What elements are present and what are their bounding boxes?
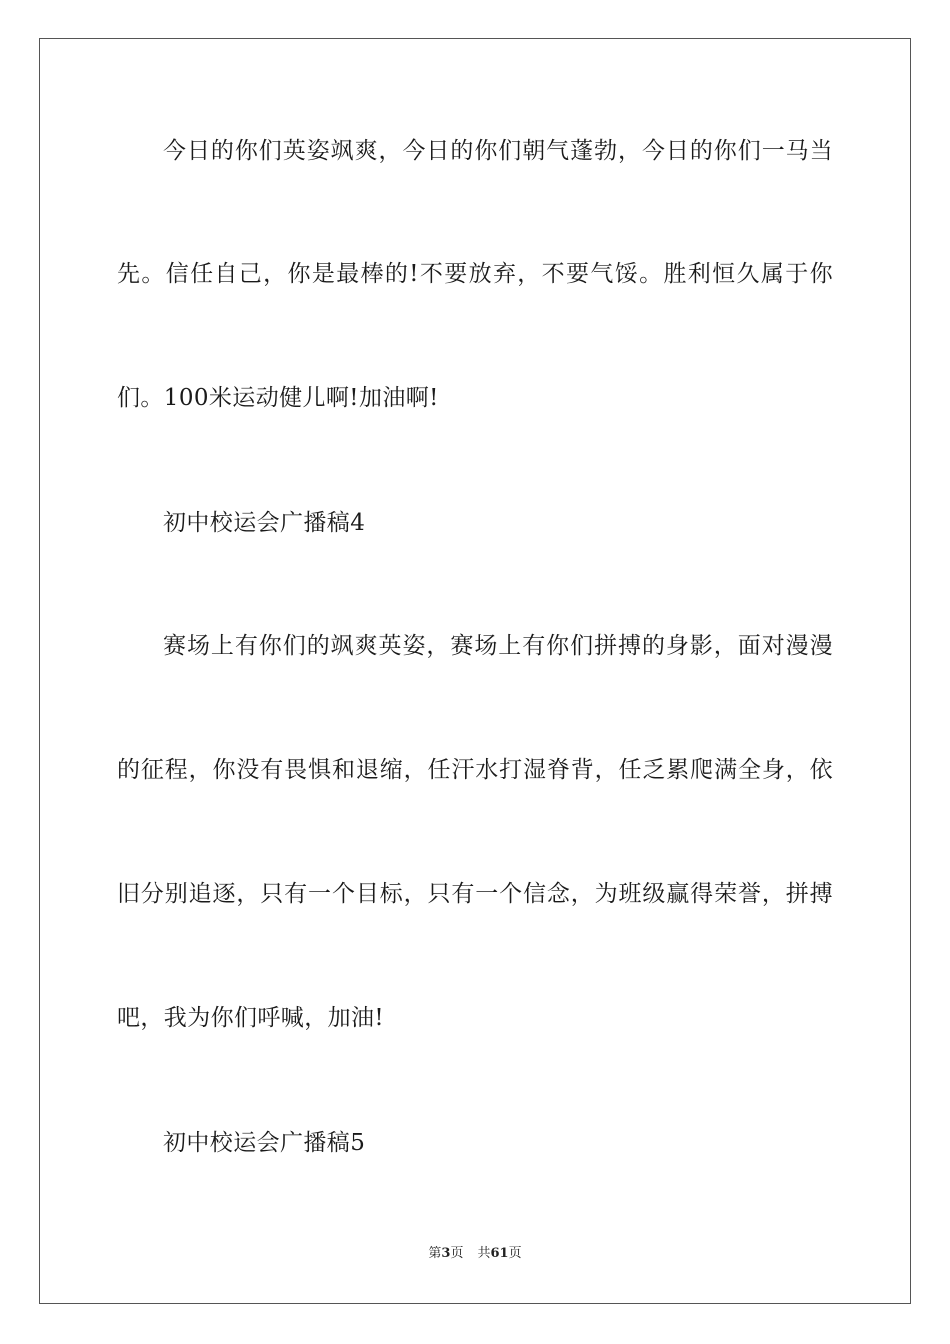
paragraph-line: 吧，我为你们呼喊，加油! <box>117 1005 385 1031</box>
paragraph-line: 们。100米运动健儿啊!加油啊! <box>117 385 439 411</box>
footer-page-suffix: 页 <box>450 1246 464 1261</box>
page-frame <box>39 38 911 1304</box>
footer-total-prefix: 共 <box>477 1246 491 1261</box>
section-heading: 初中校运会广播稿4 <box>163 510 366 536</box>
paragraph-line: 的征程，你没有畏惧和退缩，任汗水打湿脊背，任乏累爬满全身，依 <box>117 757 833 783</box>
paragraph-line: 赛场上有你们的飒爽英姿，赛场上有你们拼搏的身影，面对漫漫 <box>163 633 833 659</box>
footer-page-prefix: 第 <box>428 1246 442 1261</box>
footer-total-pages: 61 <box>490 1246 509 1261</box>
section-heading: 初中校运会广播稿5 <box>163 1130 366 1156</box>
paragraph-line: 旧分别追逐，只有一个目标，只有一个信念，为班级赢得荣誉，拼搏 <box>117 881 833 907</box>
page-footer <box>0 1244 950 1264</box>
paragraph-line: 今日的你们英姿飒爽，今日的你们朝气蓬勃，今日的你们一马当 <box>163 138 833 164</box>
paragraph-line: 先。信任自己，你是最棒的!不要放弃，不要气馁。胜利恒久属于你 <box>117 261 833 287</box>
footer-page-number: 3 <box>441 1246 451 1261</box>
footer-total-suffix: 页 <box>508 1246 522 1261</box>
